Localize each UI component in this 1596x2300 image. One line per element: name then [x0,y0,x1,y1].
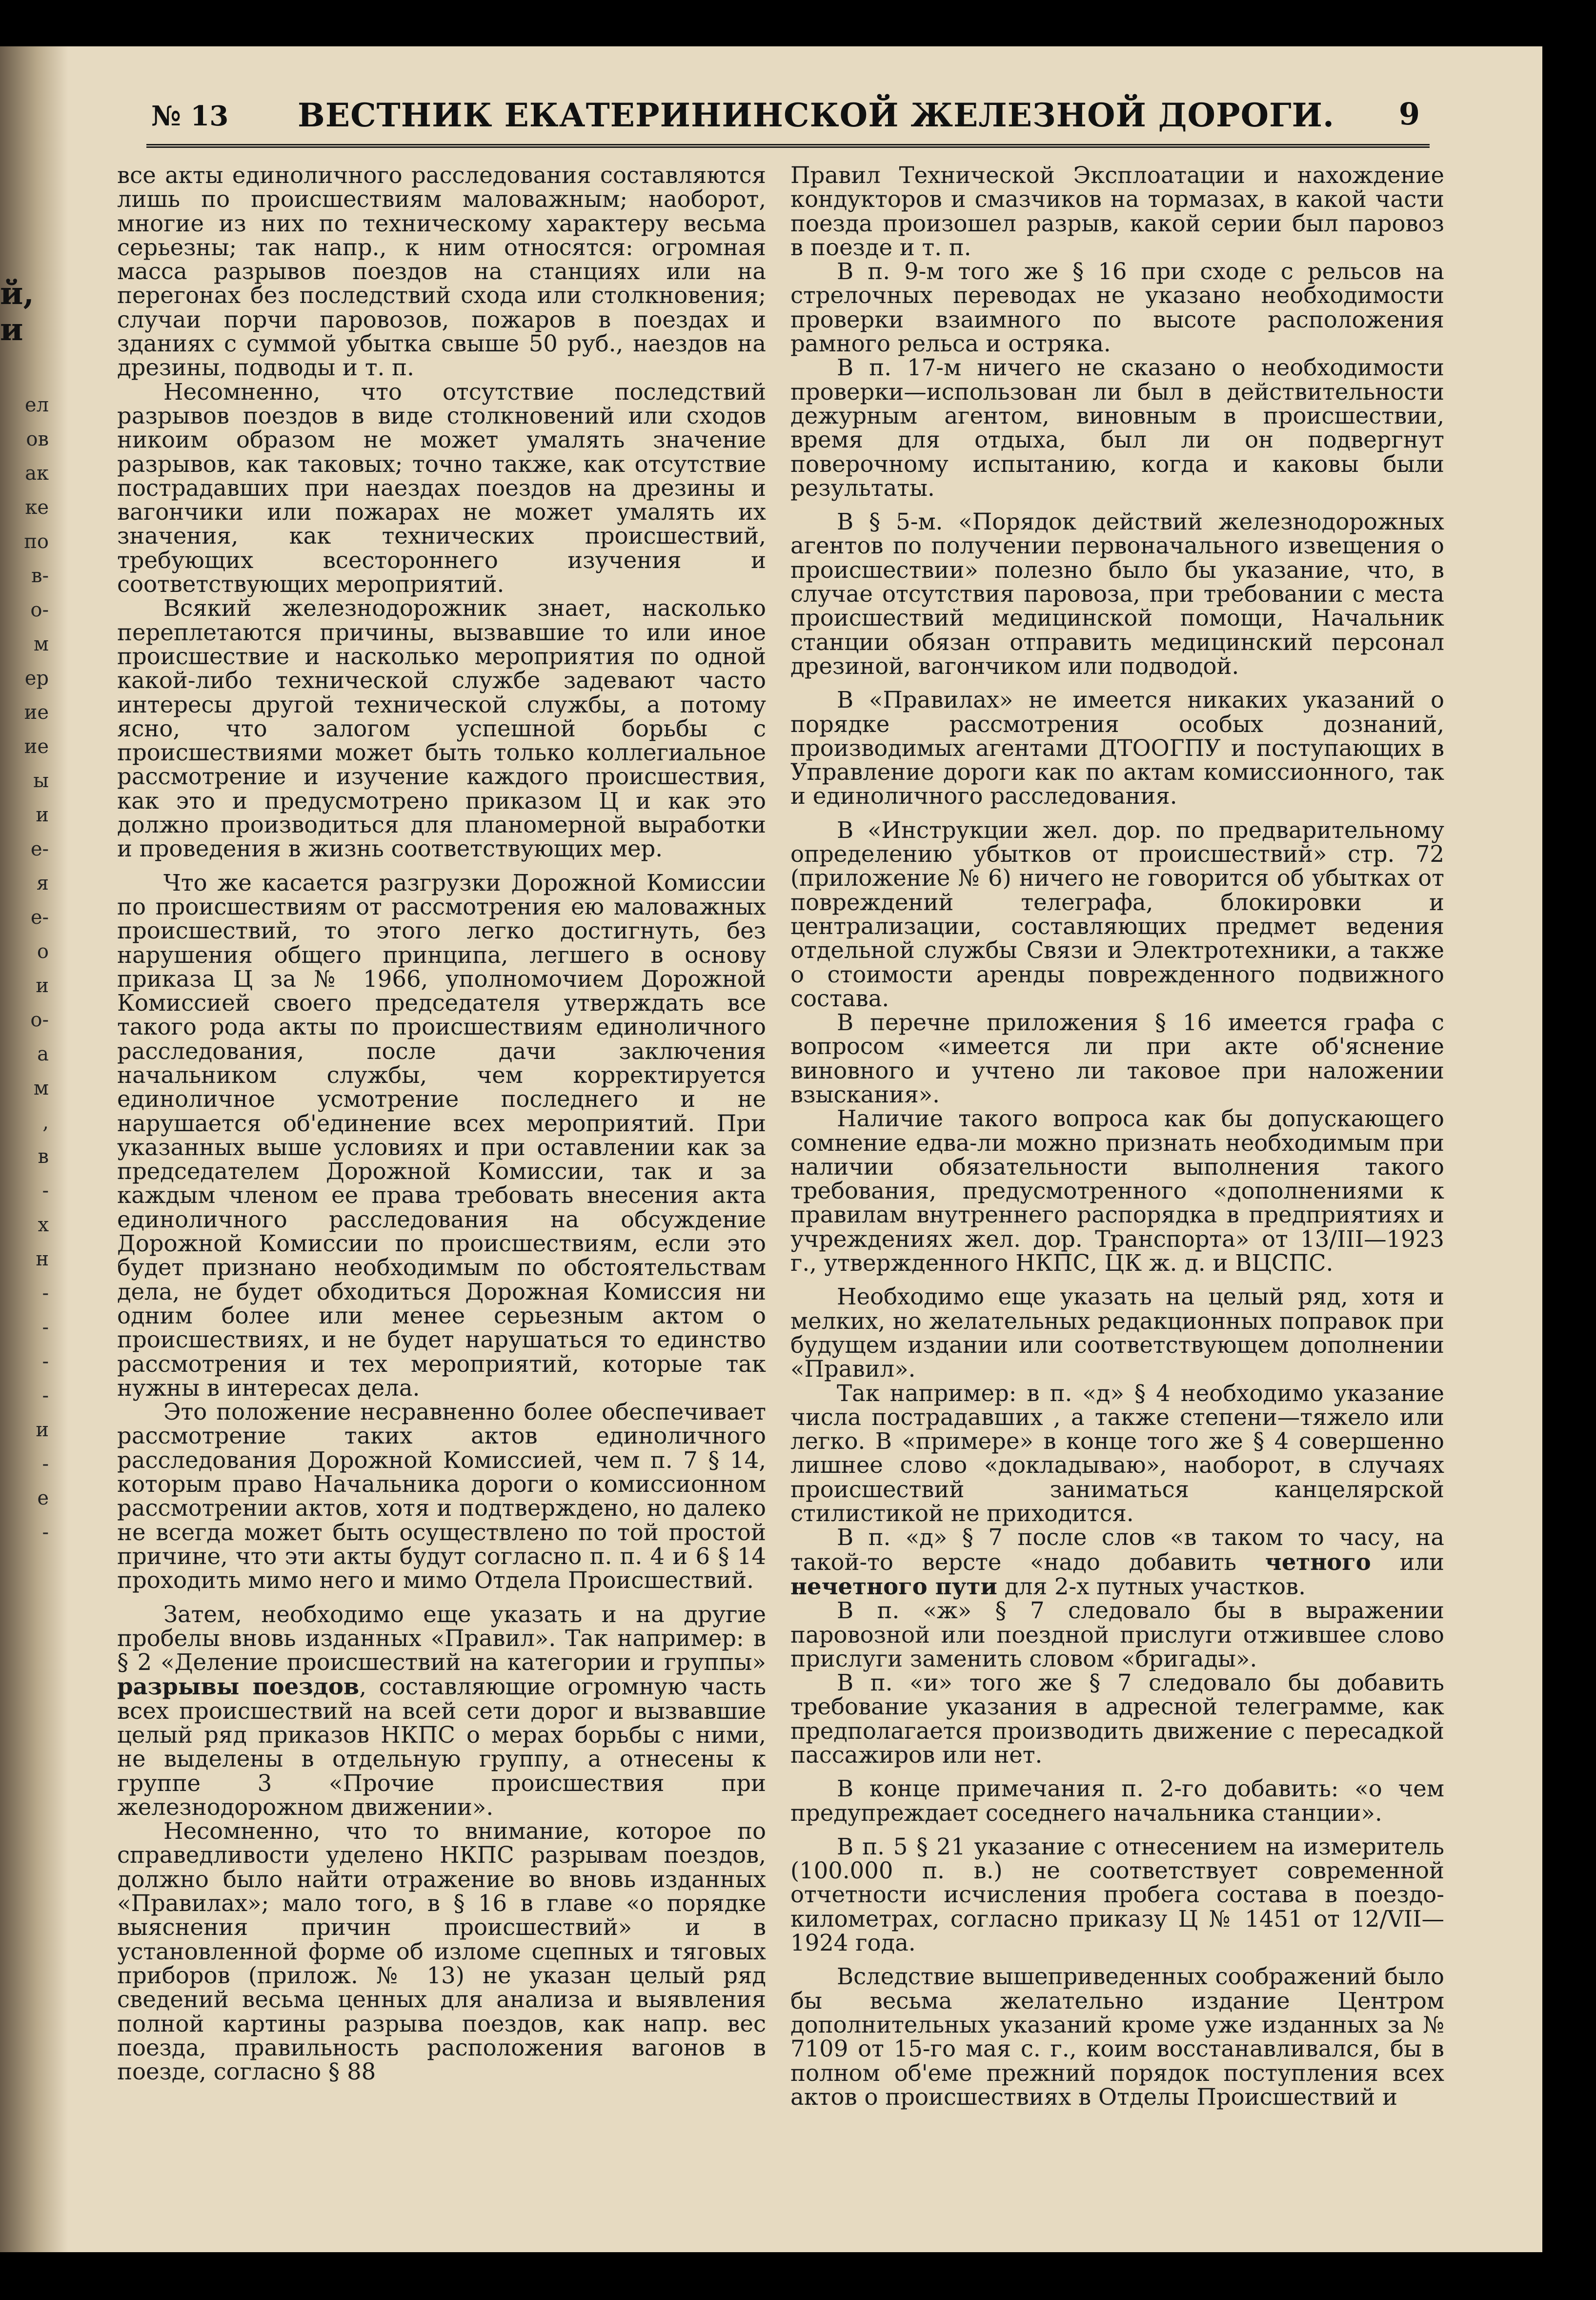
paragraph: Наличие такого вопроса как бы допускающего сомнение едва-ли можно признать необходимым при наличии обязательности выполнения такого требования, предусмотренного «дополнениями к правилам внутреннего распорядка в предприятиях и учреждениях жел. дор. Транспорта» от 13/III—1923 г., утвержденного НКПС, ЦК ж. д. и ВЦСПС. [790,1105,1444,1277]
margin-fragment-line: - [42,1316,49,1339]
page-header [146,96,1430,148]
paragraph: В п. 9-м того же § 16 при сходе с рельсов на стрелочных переводах не указано необходимости проверки взаимного по высоте расположения рамного рельса и остряка. [790,258,1444,357]
margin-fragment-line: - [42,1521,49,1544]
paragraph: все акты единоличного расследования составляются лишь по происшествиям маловажным; наоборот, многие из них по техническому характеру весьма серьезны; так напр., к ним относятся: огромная масса разрывов поездов на станциях или на перегонах без последствий схода или столкновения; случаи порчи паровозов, пожаров в поездах и зданиях с суммой убытка свыше 50 руб., наездов на дрезины, подводы и т. п. [117,162,766,381]
paragraph: Правил Технической Эксплоатации и нахождение кондукторов и смазчиков на тормазах, в какой части поезда произошел разрыв, какой серии был паровоз в поезде и т. п. [790,162,1444,261]
paragraph: Что же касается разгрузки Дорожной Комиссии по происшествиям от рассмотрения ею маловажных происшествий, то этого легко достигнуть, без нарушения общего принципа, легшего в основу приказа Ц за № 1966, уполномочием Дорожной Комиссией своего председателя утверждать все такого рода акты по происшествиям единоличного расследования, после дачи заключения начальником службы, чем корректируется единоличное усмотрение последнего и не нарушается об'единение всех мероприятий. При указанных выше условиях и при оставлении как за председателем Дорожной Комиссии, так и за каждым членом ее права требовать внесения акта единоличного расследования на обсуждение Дорожной Комиссии по происшествиям, если это будет признано необходимым по обстоятельствам дела, не будет обходиться Дорожная Комиссия ни одним более или менее серьезным актом о происшествиях, и не будет нарушаться то единство рассмотрения и тех мероприятий, которые так нужны в интересах дела. [117,869,766,1401]
margin-fragment-line: и [36,804,49,826]
margin-fragment-line: и [36,1419,49,1441]
margin-fragment-line: ел [24,394,49,416]
margin-fragment-line: в- [31,565,49,587]
margin-fragment-line: я [36,872,49,895]
bold-term: разрывы поездов [117,1673,360,1700]
paragraph: Так например: в п. «д» § 4 необходимо указание числа пострадавших , а также степени—тяжело или легко. В «примере» в конце того же § 4 совершенно лишнее слово «докладываю», наоборот, в случаях происшествий заниматься канцелярской стилистикой не приходится. [790,1380,1444,1527]
paragraph: Затем, необходимо еще указать и на другие пробелы вновь изданных «Правил». Так например: в § 2 «Деление происшествий на категории и группы» разрывы поездов, составляющие огромную часть всех происшествий на всей сети дорог и вызвавшие целый ряд приказов НКПС о мерах борьбы с ними, не выделены в отдельную группу, а отнесены к группе 3 «Прочие происшествия при железнодорожном движении». [117,1601,767,1820]
margin-fragment-line: - [42,1453,49,1475]
page-number: 9 [1398,96,1420,132]
margin-fragment-line: е- [30,906,49,929]
margin-fragment-line: в [38,1145,49,1168]
margin-fragment-line: - [42,1350,49,1373]
paragraph: В «Инструкции жел. дор. по предварительному определению убытков от происшествий» стр. 72 (приложение № 6) ничего не говорится об убытках от повреждений телеграфа, блокировки и централизации, составляющих предмет ведения отдельной службы Связи и Электротехники, а также о стоимости аренды поврежденного подвижного состава. [790,816,1444,1012]
paragraph: В п. «ж» § 7 следовало бы в выражении паровозной или поездной прислуги отжившее слово прислуги заменить словом «бригады». [790,1597,1444,1672]
paragraph: Несомненно, что отсутствие последствий разрывов поездов в виде столкновений или сходов никоим образом не может умалять значение разрывов, как таковых; точно также, как отсутствие пострадавших при наездах поездов на дрезины и вагончики или пожарах не может умалять их значения, как технических происшествий, требующих всестороннего изучения и соответствующих мероприятий. [117,378,766,598]
margin-fragment-line: о- [30,599,49,621]
margin-fragment-line: е- [30,838,49,860]
margin-fragment-line: ие [24,701,49,724]
left-column [117,163,766,2084]
bold-term: четного [1265,1548,1371,1575]
margin-fragment-line: е [37,1487,49,1509]
margin-fragment-line: ак [25,462,49,485]
margin-fragment-line: - [42,1180,49,1202]
paragraph: В конце примечания п. 2-го добавить: «о чем предупреждает соседнего начальника станции». [790,1775,1444,1826]
paragraph: Всякий железнодорожник знает, насколько переплетаются причины, вызвавшие то или иное происшествие и насколько мероприятия по одной какой-либо технической службе задевают часто интересы другой технической службы, а потому ясно, что залогом успешной борьбы с происшествиями может быть только коллегиальное рассмотрение и изучение каждого происшествия, как это и предусмотрено приказом Ц и как это должно производиться для планомерной выработки и проведения в жизнь соответствующих мер. [117,595,766,862]
margin-fragment-line: и [36,975,49,997]
margin-fragment-line: н [36,1248,49,1270]
margin-fragment-line: , [42,1111,49,1134]
margin-fragment-line: - [42,1282,49,1304]
paragraph: Необходимо еще указать на целый ряд, хотя и мелких, но желательных редакционных поправок при будущем издании или соответствующем дополнении «Правил». [790,1283,1444,1383]
margin-fragment-line: ие [24,735,49,758]
margin-fragment-line: по [24,530,49,553]
margin-fragment-line: ы [33,770,49,792]
margin-fragment-line: м [33,633,49,655]
paragraph: В § 5-м. «Порядок действий железнодорожных агентов по получении первоначального извещения о происшествии» полезно было бы указание, что, в случае отсутствия паровоза, при требовании с места происшествий медицинской помощи, Начальник станции обязан отправить медицинский персонал дрезиной, вагончиком или подводой. [790,509,1444,679]
margin-fragment-line: ер [24,667,49,690]
adjacent-page-bold-fragment: й, и [0,275,34,348]
issue-number: № 13 [151,100,229,132]
paragraph: В п. 17-м ничего не сказано о необходимости проверки—использован ли был в действительности дежурным агентом, виновным в происшествии, время для отдыха, был ли он подвергнут поверочному испытанию, когда и каковы были результаты. [790,354,1444,501]
margin-fragment-line: - [42,1384,49,1407]
paragraph: В «Правилах» не имеется никаких указаний о порядке рассмотрения особых дознаний, производимых агентами ДТООГПУ и поступающих в Управление дороги как по актам комиссионного, так и единоличного расследования. [790,687,1444,810]
margin-fragment-line: ке [25,496,49,519]
margin-fragment-line: а [37,1043,49,1065]
paragraph: Вследствие вышеприведенных соображений было бы весьма желательно издание Центром дополнительных указаний кроме уже изданных за № 7109 от 15-го мая с. г., коим восстанавливался, бы в полном об'еме прежний порядок поступления всех актов о происшествиях в Отделы Происшествий и [790,1963,1444,2110]
right-column [790,163,1444,2109]
paragraph: В перечне приложения § 16 имеется графа с вопросом «имеется ли при акте об'яснение виновного и учтено ли таковое при наложении взыскания». [790,1009,1444,1108]
paragraph: Несомненно, что то внимание, которое по справедливости уделено НКПС разрывам поездов, должно было найти отражение во вновь изданных «Правилах»; мало того, в § 16 в главе «о порядке выяснения причин происшествий» и в установленной форме об изломе сцепных и тяговых приборов (прилож. № 13) не указан целый ряд сведений весьма ценных для анализа и выявления полной картины разрыва поездов, как напр. вес поезда, правильность расположения вагонов в поезде, согласно § 88 [117,1818,766,2085]
paragraph: В п. «д» § 7 после слов «в таком то часу, на такой-то версте «надо добавить четного или нечетного пути для 2-х путных участков. [790,1524,1444,1600]
margin-fragment-line: х [38,1214,49,1236]
paragraph: В п. «и» того же § 7 следовало бы добавить требование указания в адресной телеграмме, как предполагается производить движение с пересадкой пассажиров или нет. [790,1669,1444,1768]
paragraph: Это положение несравненно более обеспечивает рассмотрение таких актов единоличного расследования Дорожной Комиссией, чем п. 7 § 14, которым право Начальника дороги о комиссионном рассмотрении актов, хотя и подтверждено, но далеко не всегда может быть осуществлено по той простой причине, что эти акты будут согласно п. п. 4 и 6 § 14 проходить мимо него и мимо Отдела Происшествий. [117,1399,766,1594]
margin-fragment-line: о- [30,1009,49,1031]
bold-term: нечетного пути [790,1572,997,1600]
margin-fragment-line: о [37,940,49,963]
adjacent-page-text-fragment [0,388,49,1549]
margin-fragment-line: ов [26,428,49,450]
margin-fragment-line: м [33,1077,49,1099]
paragraph: В п. 5 § 21 указание с отнесением на измеритель (100.000 п. в.) не соответствует современной отчетности исчисления пробега состава в поездо-километрах, согласно приказу Ц № 1451 от 12/VII—1924 года. [790,1833,1444,1956]
newspaper-title: ВЕСТНИК ЕКАТЕРИНИНСКОЙ ЖЕЛЕЗНОЙ ДОРОГИ. [298,96,1334,134]
